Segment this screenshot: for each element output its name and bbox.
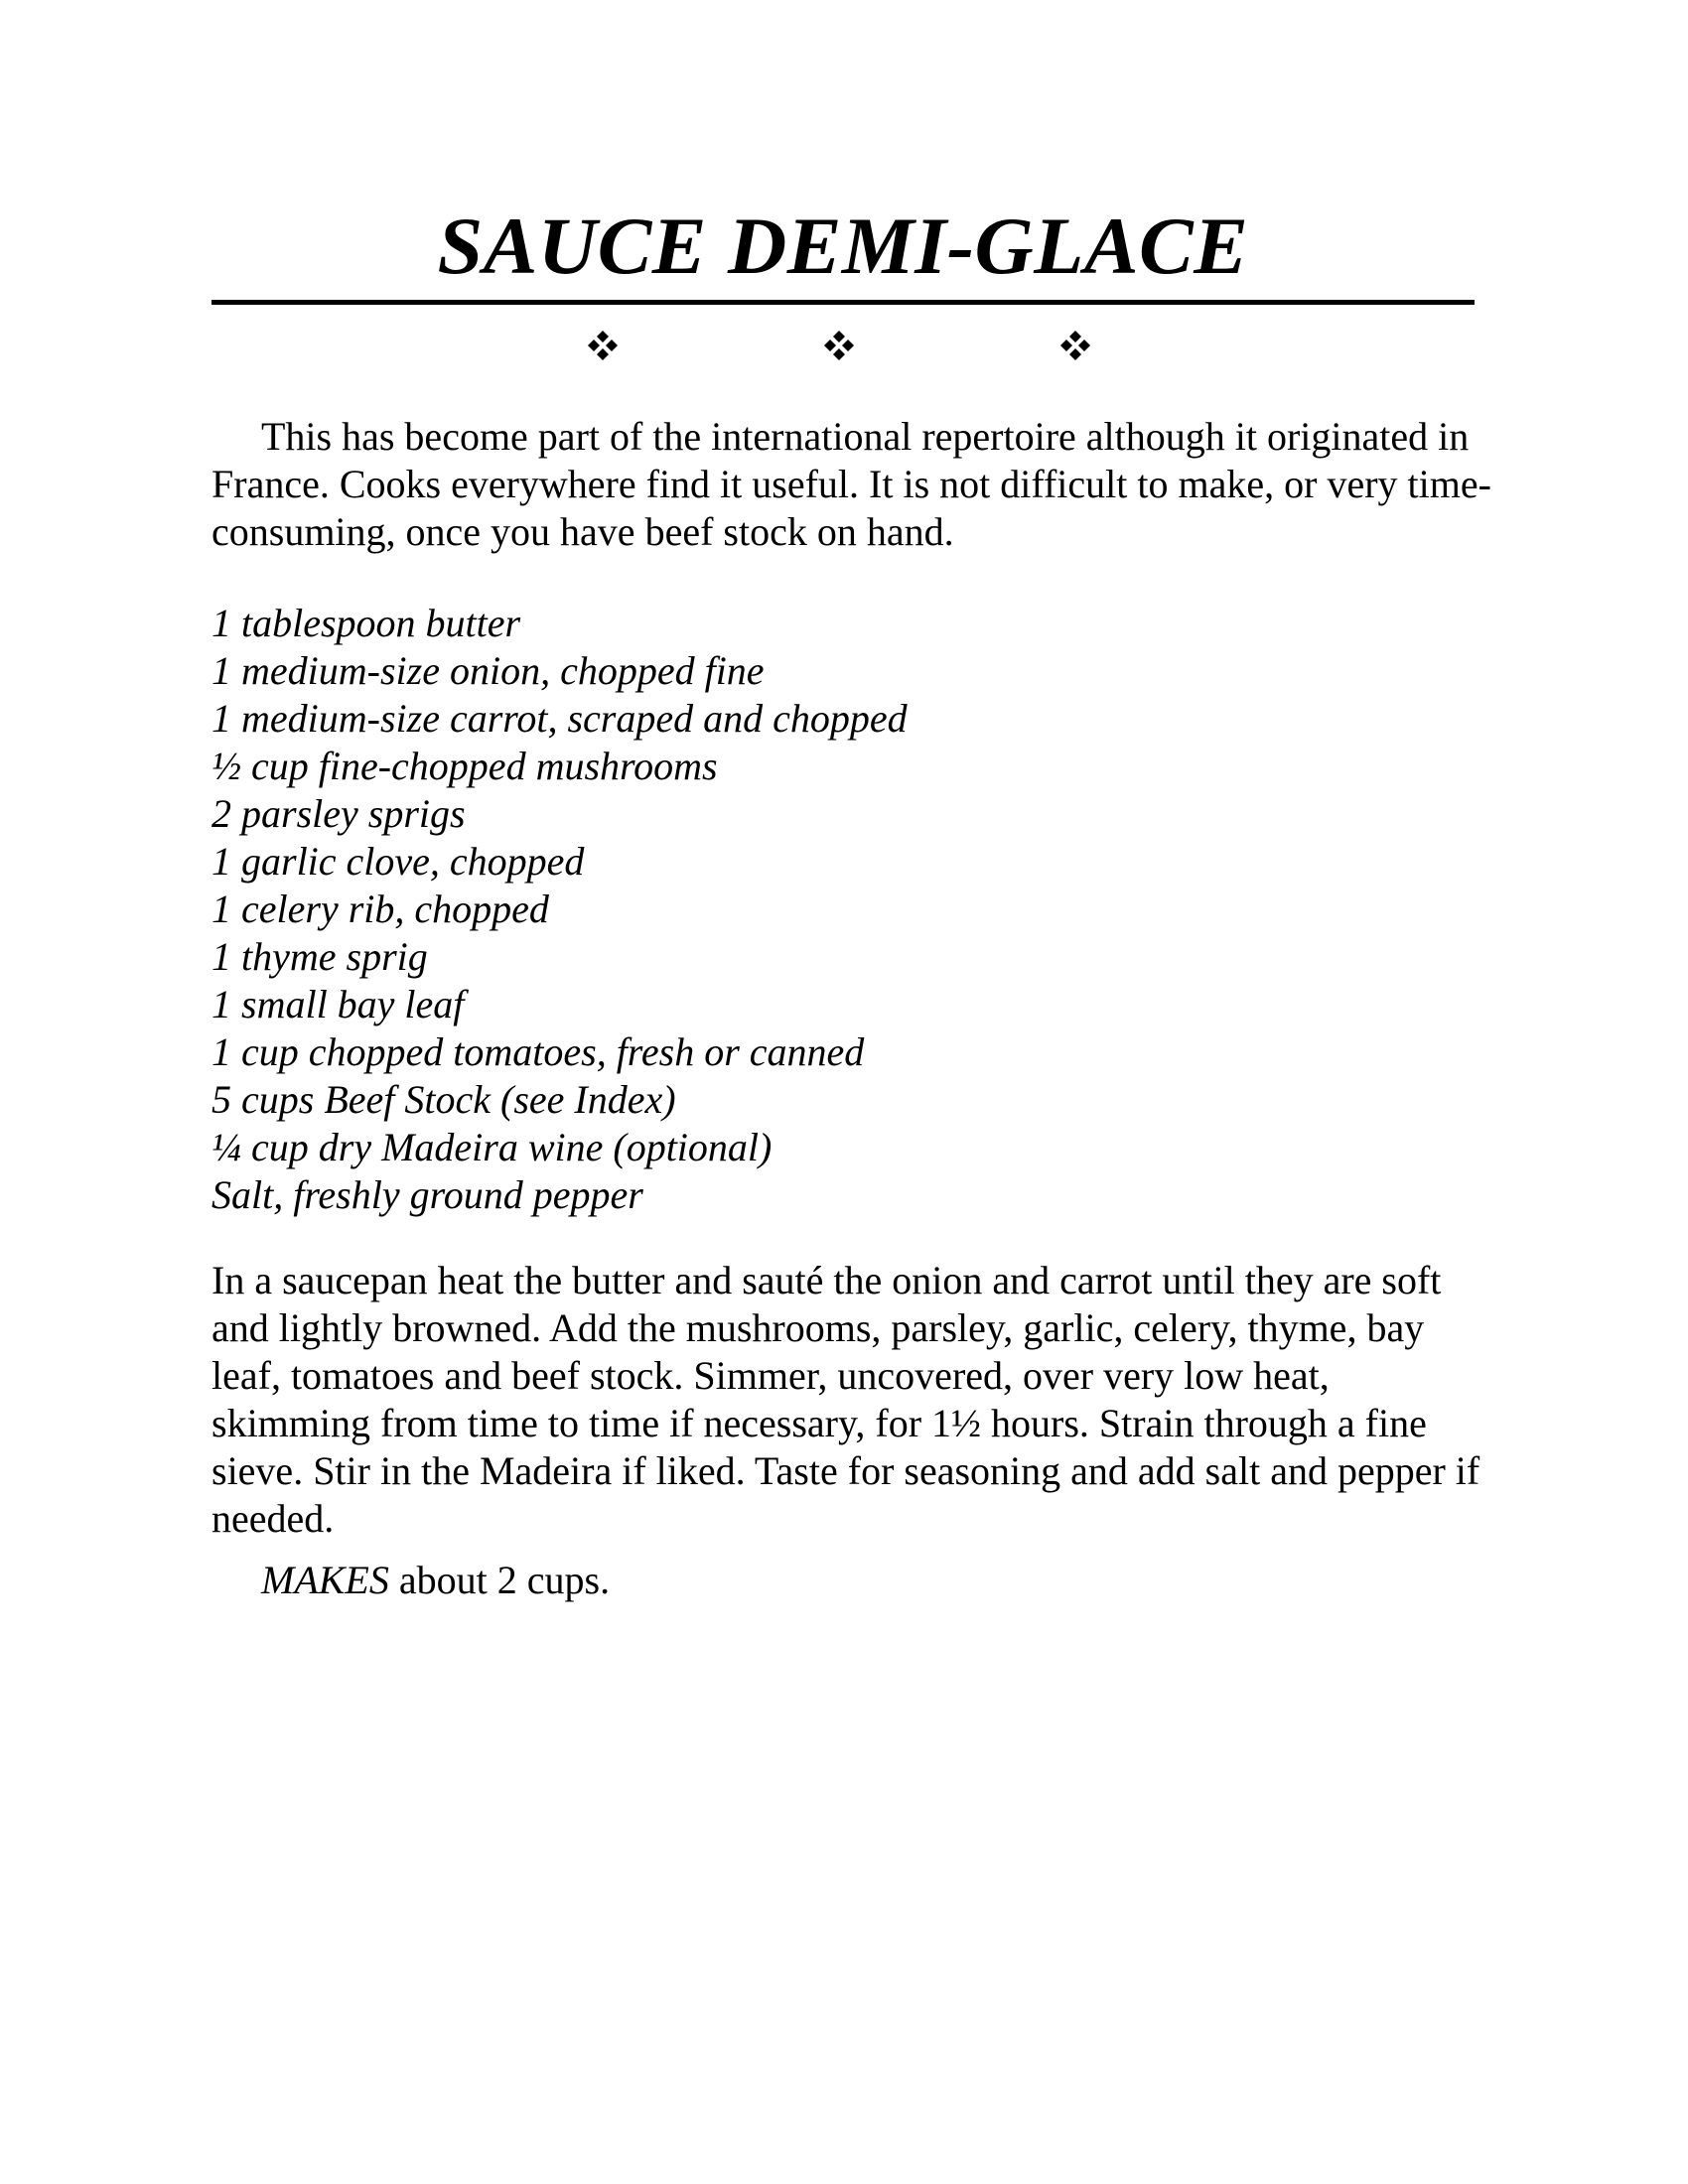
ornament-icon — [1059, 330, 1091, 361]
recipe-title: SAUCE DEMI-GLACE — [437, 201, 1249, 291]
ingredient-item: 1 medium-size onion, chopped fine — [211, 648, 765, 693]
ingredient-item: ½ cup fine-chopped mushrooms — [211, 744, 718, 788]
title-divider — [211, 300, 1475, 305]
ornament-row — [0, 330, 1688, 361]
ingredient-item: 1 cup chopped tomatoes, fresh or canned — [211, 1029, 865, 1074]
ingredient-item: 1 celery rib, chopped — [211, 887, 549, 931]
ingredient-item: Salt, freshly ground pepper — [211, 1172, 643, 1217]
ingredient-item: 1 thyme sprig — [211, 934, 428, 979]
recipe-method: In a saucepan heat the butter and sauté the onion and carrot until they are soft and lightly browned. Add the mushrooms, parsley, garlic, celery, thyme, bay leaf, tomatoes and beef stock. Simmer, uncovered, over very low heat, skimming from time to time if necessary, for 1½ hours. Strain through a fine sieve. Stir in the Madeira if liked. Taste for seasoning and add salt and pepper if needed. — [211, 1258, 1480, 1541]
ingredient-list — [211, 600, 908, 1219]
ornament-icon — [823, 330, 855, 361]
yield-label: MAKES — [261, 1558, 389, 1602]
ingredient-item: 1 garlic clove, chopped — [211, 839, 585, 884]
ingredient-item: 1 small bay leaf — [211, 982, 465, 1026]
ingredient-item: 1 medium-size carrot, scraped and chopped — [211, 696, 908, 741]
ingredient-item: ¼ cup dry Madeira wine (optional) — [211, 1125, 773, 1169]
recipe-yield — [261, 1557, 610, 1604]
yield-text: about 2 cups. — [388, 1558, 611, 1602]
ingredient-item: 5 cups Beef Stock (see Index) — [211, 1077, 676, 1122]
ornament-icon — [587, 330, 619, 361]
ingredient-item: 2 parsley sprigs — [211, 791, 466, 836]
ingredient-item: 1 tablespoon butter — [211, 601, 521, 645]
recipe-intro: This has become part of the international repertoire although it originated in France. Cooks everywhere find it useful. It is not difficult to make, or very time-consuming, once you have beef stock on hand. — [211, 414, 1491, 554]
